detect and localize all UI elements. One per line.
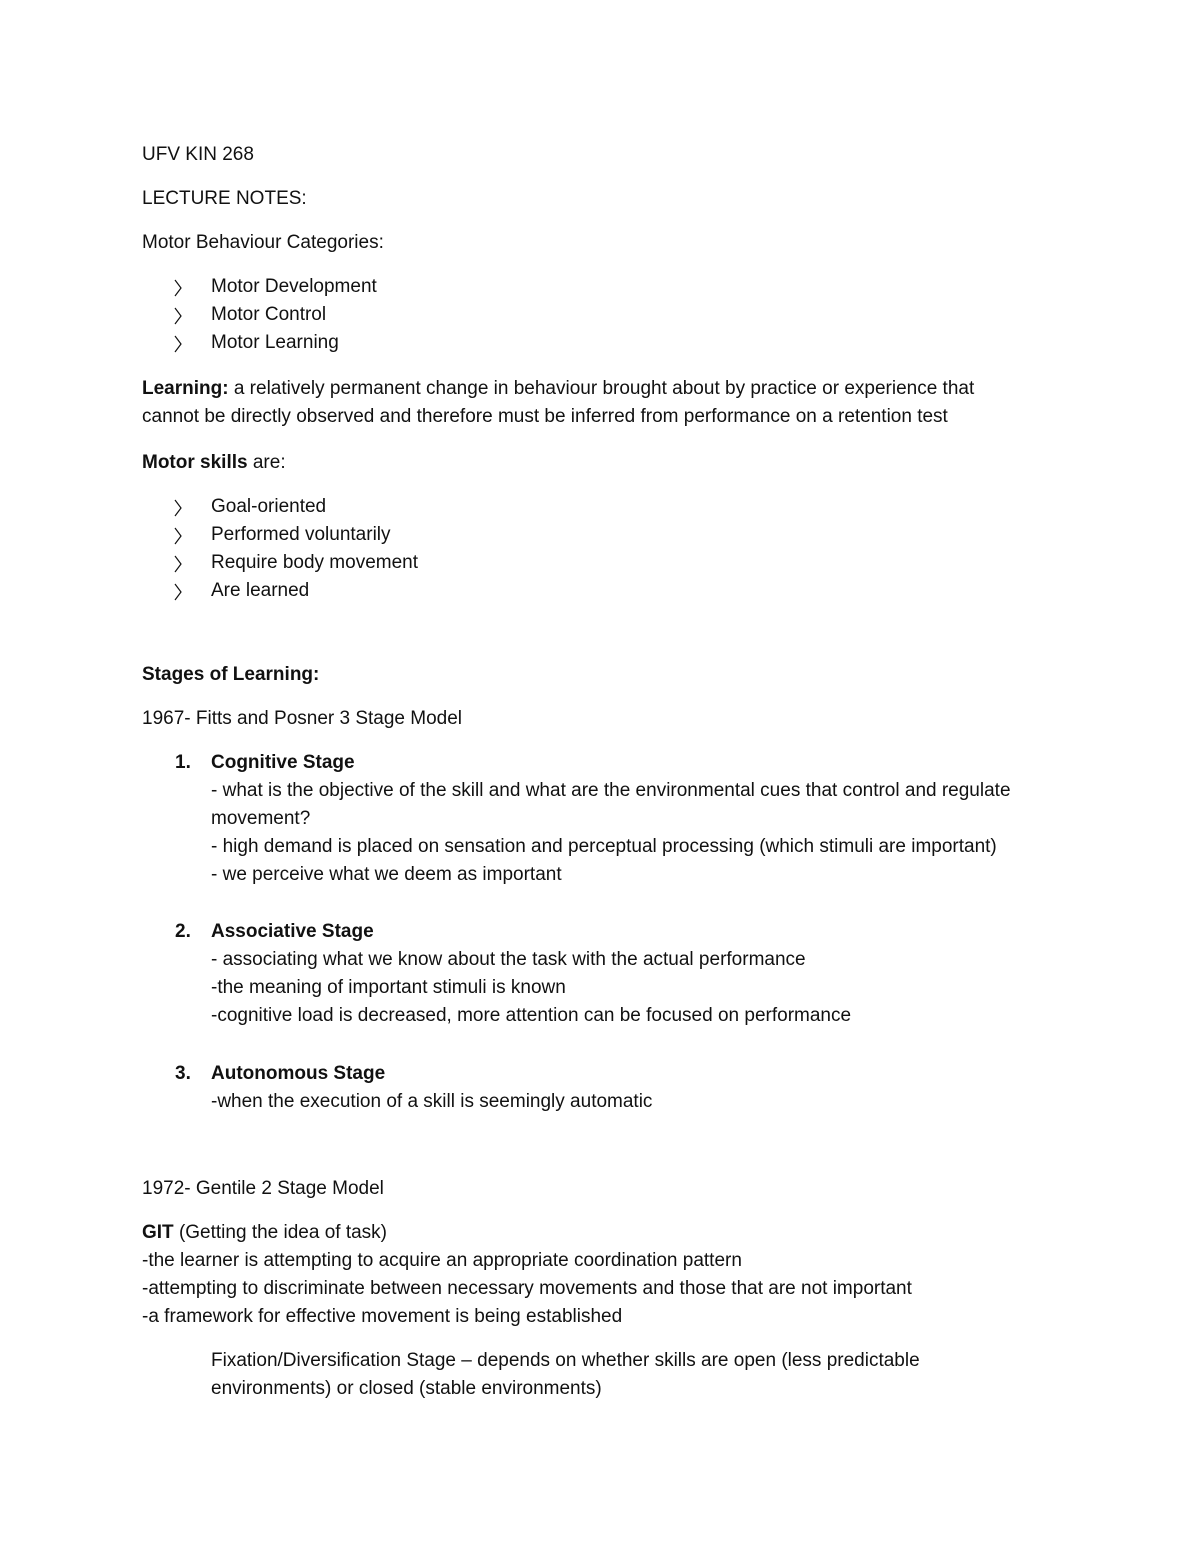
document-page (142, 141, 1062, 1403)
motor-skills-heading (142, 449, 1062, 477)
stage-number: 2. (175, 921, 191, 942)
right-chevron-icon (172, 583, 184, 601)
list-item (142, 521, 1062, 549)
stage-name: Associative Stage (211, 921, 374, 942)
course-title: UFV KIN 268 (142, 144, 254, 165)
categories-list (142, 273, 1062, 357)
list-item-label: Are learned (211, 580, 310, 601)
motor-skills-term: Motor skills (142, 452, 248, 473)
right-chevron-icon (172, 307, 184, 325)
stage-name: Cognitive Stage (211, 752, 355, 773)
fixation-line2: environments) or closed (stable environments) (211, 1378, 602, 1399)
stage-line: movement? (211, 808, 311, 829)
list-item-label: Motor Control (211, 304, 327, 325)
list-item (142, 549, 1062, 577)
git-suffix: (Getting the idea of task) (173, 1222, 388, 1243)
right-chevron-icon (172, 499, 184, 517)
list-item (142, 493, 1062, 521)
list-item (142, 301, 1062, 329)
list-item-label: Require body movement (211, 552, 418, 573)
git-heading (142, 1219, 1062, 1247)
right-chevron-icon (172, 335, 184, 353)
learning-def-line2: cannot be directly observed and therefore must be inferred from performance on a retention test (142, 406, 948, 427)
fixation-line1: Fixation/Diversification Stage – depends on whether skills are open (less predictable (211, 1350, 920, 1371)
stage-line: - high demand is placed on sensation and perceptual processing (which stimuli are important) (211, 836, 997, 857)
git-line: -attempting to discriminate between necessary movements and those that are not important (142, 1278, 912, 1299)
right-chevron-icon (172, 555, 184, 573)
list-item-label: Goal-oriented (211, 496, 327, 517)
stage-line: -when the execution of a skill is seemingly automatic (211, 1091, 653, 1112)
stage-number: 3. (175, 1063, 191, 1084)
motor-skills-list (142, 493, 1062, 605)
stage-line: -the meaning of important stimuli is known (211, 977, 566, 998)
stage-line: - associating what we know about the task with the actual performance (211, 949, 806, 970)
git-line: -the learner is attempting to acquire an appropriate coordination pattern (142, 1250, 742, 1271)
git-line: -a framework for effective movement is being established (142, 1306, 623, 1327)
learning-definition (142, 375, 1062, 431)
motor-skills-suffix: are: (247, 452, 286, 473)
stage-line: - we perceive what we deem as important (211, 864, 562, 885)
list-item (142, 329, 1062, 357)
learning-term: Learning: (142, 378, 229, 399)
git-term: GIT (142, 1222, 174, 1243)
stage-line: - what is the objective of the skill and what are the environmental cues that control and regulate (211, 780, 1011, 801)
stage-line: -cognitive load is decreased, more attention can be focused on performance (211, 1005, 852, 1026)
list-item (142, 577, 1062, 605)
stage-item (142, 1060, 1062, 1116)
stage-number: 1. (175, 752, 191, 773)
list-item-label: Performed voluntarily (211, 524, 391, 545)
fitts-posner-title: 1967- Fitts and Posner 3 Stage Model (142, 708, 463, 729)
list-item-label: Motor Learning (211, 332, 339, 353)
stage-item (142, 749, 1062, 889)
gentile-title: 1972- Gentile 2 Stage Model (142, 1178, 384, 1199)
list-item (142, 273, 1062, 301)
stage-name: Autonomous Stage (211, 1063, 386, 1084)
fixation-diversification-block (142, 1347, 1062, 1403)
stages-heading: Stages of Learning: (142, 664, 320, 685)
stage-item (142, 918, 1062, 1030)
right-chevron-icon (172, 279, 184, 297)
right-chevron-icon (172, 527, 184, 545)
doc-type-label: LECTURE NOTES: (142, 188, 307, 209)
learning-def-line1: a relatively permanent change in behaviour brought about by practice or experience that (228, 378, 975, 399)
list-item-label: Motor Development (211, 276, 377, 297)
categories-heading: Motor Behaviour Categories: (142, 232, 384, 253)
